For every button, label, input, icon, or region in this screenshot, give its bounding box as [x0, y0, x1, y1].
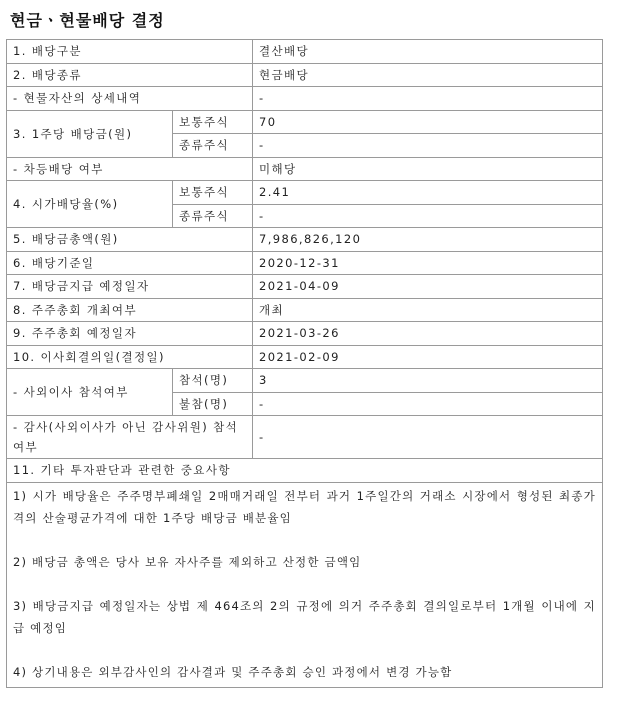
- row-label: 8. 주주총회 개최여부: [7, 298, 253, 322]
- row-label: 10. 이사회결의일(결정일): [7, 345, 253, 369]
- row-label: 6. 배당기준일: [7, 251, 253, 275]
- sub-label: 보통주식: [173, 110, 253, 134]
- row-label: - 감사(사외이사가 아닌 감사위원) 참석여부: [7, 416, 253, 459]
- table-row: [7, 110, 603, 134]
- table-row: [7, 63, 603, 87]
- table-row: [7, 322, 603, 346]
- table-row: [7, 416, 603, 459]
- row-label: 9. 주주총회 예정일자: [7, 322, 253, 346]
- page-title: 현금ㆍ현물배당 결정: [10, 11, 165, 30]
- row-label: 5. 배당금총액(원): [7, 228, 253, 252]
- table-row: [7, 87, 603, 111]
- table-row: [7, 157, 603, 181]
- row-label: 11. 기타 투자판단과 관련한 중요사항: [7, 459, 603, 483]
- sub-label: 참석(명): [173, 369, 253, 393]
- note-3: 3) 배당금지급 예정일자는 상법 제 464조의 2의 규정에 의거 주주총회 결의일로부터 1개월 이내에 지급 예정임: [13, 598, 596, 635]
- row-label: - 차등배당 여부: [7, 157, 253, 181]
- table-row: [7, 228, 603, 252]
- sub-label: 불참(명): [173, 392, 253, 416]
- row-value: -: [253, 416, 603, 459]
- table-row: [7, 275, 603, 299]
- table-row: [7, 482, 603, 687]
- note-1: 1) 시가 배당율은 주주명부폐쇄일 2매매거래일 전부터 과거 1주일간의 거래소 시장에서 형성된 최종가격의 산술평균가격에 대한 1주당 배당금 배분율임: [13, 488, 596, 525]
- notes-cell: [7, 482, 603, 687]
- row-value: 7,986,826,120: [253, 228, 603, 252]
- row-label: 1. 배당구분: [7, 40, 253, 64]
- table-row: [7, 459, 603, 483]
- row-value: 2021-04-09: [253, 275, 603, 299]
- note-2: 2) 배당금 총액은 당사 보유 자사주를 제외하고 산정한 금액임: [13, 554, 362, 569]
- row-value: -: [253, 204, 603, 228]
- row-label: 2. 배당종류: [7, 63, 253, 87]
- row-value: 70: [253, 110, 603, 134]
- row-value: -: [253, 87, 603, 111]
- sub-label: 보통주식: [173, 181, 253, 205]
- row-value: 2021-03-26: [253, 322, 603, 346]
- row-label: 3. 1주당 배당금(원): [7, 110, 173, 157]
- row-value: 2021-02-09: [253, 345, 603, 369]
- row-label: 4. 시가배당율(%): [7, 181, 173, 228]
- row-value: -: [253, 134, 603, 158]
- row-value: 결산배당: [253, 40, 603, 64]
- sub-label: 종류주식: [173, 204, 253, 228]
- row-value: 미해당: [253, 157, 603, 181]
- table-row: [7, 40, 603, 64]
- table-row: [7, 369, 603, 393]
- row-value: 2020-12-31: [253, 251, 603, 275]
- row-label: - 사외이사 참석여부: [7, 369, 173, 416]
- sub-label: 종류주식: [173, 134, 253, 158]
- row-value: -: [253, 392, 603, 416]
- row-label: 7. 배당금지급 예정일자: [7, 275, 253, 299]
- note-4: 4) 상기내용은 외부감사인의 감사결과 및 주주총회 승인 과정에서 변경 가능함: [13, 664, 453, 679]
- table-row: [7, 345, 603, 369]
- row-value: 2.41: [253, 181, 603, 205]
- table-row: [7, 298, 603, 322]
- dividend-disclosure-table: [6, 39, 603, 688]
- row-value: 현금배당: [253, 63, 603, 87]
- table-row: [7, 181, 603, 205]
- row-value: 개최: [253, 298, 603, 322]
- table-row: [7, 251, 603, 275]
- row-value: 3: [253, 369, 603, 393]
- row-label: - 현물자산의 상세내역: [7, 87, 253, 111]
